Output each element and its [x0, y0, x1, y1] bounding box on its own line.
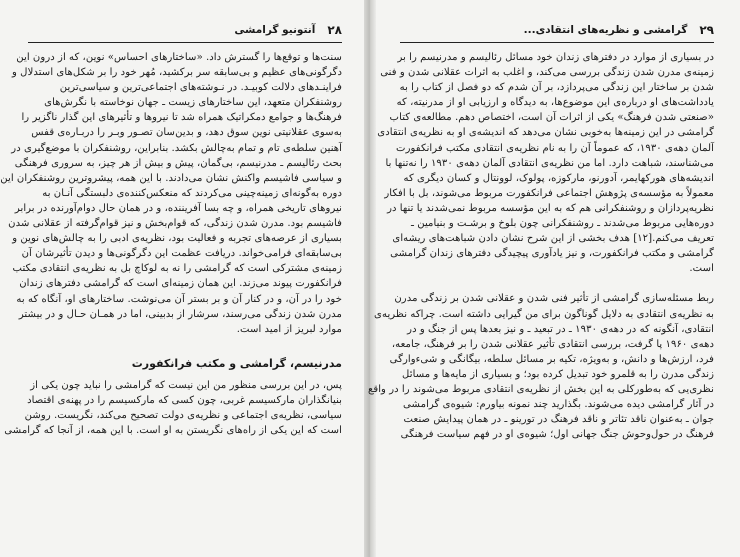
text-line: آلمان دهه‌ی ۱۹۳۰، که عموماً آن را به نام نظریه‌ی انتقادی مکتب فرانکفورت — [396, 142, 714, 154]
text-line: بحث رئالیسم ـ مدرنیسم، بی‌گمان، پیش و بیش از هر چیز، به سروری فرهنگی — [14, 157, 342, 169]
right-header-rule — [400, 42, 714, 43]
text-line: بنیانگذاران مارکسیسم غربی، چون کسی که مارکسیسم را در پهنه‌ی اقتصاد — [27, 394, 342, 406]
text-line: انتقادی، آنگونه که در دهه‌ی ۱۹۳۰ ـ در تبعید ـ و نیز بعدها پس از جنگ و در — [407, 323, 714, 335]
text-line: دگرگونی‌های عظیم و بی‌سابقه سر برکشید، مُهر خود را بر شکل‌های استدلال و — [12, 67, 342, 79]
left-header-rule — [28, 42, 342, 43]
text-line: به‌سوی عقلانیتی نوین سوق دهد، و بدین‌سان تصـور وبـر را دربـاره‌ی قفس — [31, 127, 342, 139]
text-line: فرانکفورت پیوند می‌زند. این همان زمینه‌ای است که گرامشی دفترهای زندان — [19, 278, 342, 290]
text-line: بسیاری از عرصه‌های تجربه و فعالیت بود، نظریه‌ی ادبی را به چالش‌های نوین و — [12, 233, 342, 245]
text-line: آهنین سلطه‌ی تام و تمام به‌چالش بکشد. بنابراین، روشنفکران با موضع‌گیری در — [11, 142, 342, 154]
text-line: و سیاسی فاشیسم واکنش نشان می‌دادند. با این همه، پیشروترین روشنفکران این — [0, 172, 342, 184]
left-page-number: ۲۸ — [327, 23, 342, 37]
text-line: معمولاً به مؤسسه‌ی پژوهش اجتماعی فرانکفورت مربوط می‌شوند، بل با افکار — [384, 187, 714, 199]
text-line: نظریه‌پردازان و روشنفکرانی هم که به این مؤسسه مربوط نمی‌شدند یا تنها در — [387, 202, 714, 214]
text-line: گرامشی و مکتب فرانکفورت، و نیز یادآوری پیچیدگی دفترهای زندان گرامشی — [390, 248, 714, 260]
text-line: روشنفکران متعهد، این ساختارهای زیست ـ جهان نوخاسته با نگرش‌های — [44, 97, 342, 109]
text-line: است. — [689, 263, 714, 275]
text-line: خود را در آن، و در کنار آن و بر بستر آن می‌نوشت. ساختارهای او، آنگاه که به — [16, 293, 342, 305]
text-line: به نظریه‌ی انتقادی به دلایل گوناگون برای من گیرایی داشته است. چراکه نظریه‌ی — [374, 308, 714, 320]
left-running-head: آنتونیو گرامشی — [234, 24, 316, 36]
text-line: دوره به‌گونه‌ای زمینه‌چینی می‌کردند که منعکس‌کننده‌ی دلبستگی آنـان به — [42, 187, 342, 199]
right-page-body — [367, 50, 714, 442]
text-line: تعریف می‌کنم.[۱۲] هدف بخشی از این شرح نشان دادن شباهت‌های ریشه‌ای — [392, 233, 714, 245]
text-line: دوره‌هایی مربوط می‌شدند ـ روشنفکرانی چون بلوخ و برشـت و بنیامین ـ — [410, 218, 714, 230]
paragraph-spacer — [400, 276, 714, 291]
left-page-header — [28, 20, 342, 40]
book-gutter — [364, 0, 376, 557]
right-page — [367, 0, 740, 557]
text-line: سنت‌ها و توقع‌ها را گسترش داد. «ساختارهای احساس» نوین، که از درون این — [16, 52, 342, 63]
text-line: فرهنگ در حول‌وحوش جنگ جهانی اول؛ شیوه‌ی او در فهم سیاست فرهنگی — [400, 429, 714, 441]
text-line: موارد لبریز از امید است. — [236, 323, 342, 335]
text-line: نظری‌یی که به‌طورکلی به این بخش از نظریه‌ی انتقادی مربوط می‌شوند را در واقع — [367, 383, 714, 395]
left-page — [0, 0, 364, 557]
text-line: گرامشی در این زمینه‌ها به‌خوبی نشان می‌دهد که اندیشه‌ی او به نظریه‌ی انتقادی — [377, 127, 714, 139]
text-line: ربط مسئله‌سازی گرامشی از تأثیر فنی شدن و عقلانی شدن بر زندگی مدرن — [394, 293, 714, 305]
text-line: در بسیاری از موارد در دفترهای زندان خود مسائل رئالیسم و مدرنیسم را بر — [397, 52, 714, 63]
text-line: نیروهای تاریخی همراه، و چه بسا آفریننده، و در همان حال دوام‌آورنده در برابر — [14, 202, 342, 214]
text-line: فرهنگ‌ها و جوامع دمکراتیک همراه شد تا نیروها و تأثیرهای این گذار ناگزیر را — [21, 112, 342, 124]
text-line: فاشیسم بود. مدرن شدن زندگی، که قوام‌بخش و نیز قوام‌گرفته از عقلانی شدن — [8, 218, 342, 230]
text-line: سیاسی، نظریه‌ی اجتماعی و نظریه‌ی دولت تصحیح می‌کند، نگریست. روشن — [24, 409, 342, 421]
text-line: در آثار گرامشی دیده می‌شوند. بگذارید چند نمونه بیاورم: شیوه‌ی گرامشی — [403, 399, 714, 411]
text-line: مدرن شدن زندگی می‌رسند، سرشار از بدبینی، اما در همـان حـال و در بیشتر — [18, 308, 342, 320]
text-line: می‌شناسند، شباهت دارد. اما من نظریه‌ی انتقادی آلمان دهه‌ی ۱۹۳۰ را نه‌تنها با — [385, 157, 714, 169]
text-line: اندیشه‌های هورکهایمر، آدورنو، مارکوزه، پولوک، لوونتال و کسان دیگری که — [403, 172, 714, 184]
right-running-head: گرامشی و نظریه‌های انتقادی... — [523, 24, 688, 36]
text-line: زمینه‌ی مدرن شدن زندگی بررسی می‌کند، و اغلب به اثرات عقلانی شدن و فنی — [380, 67, 714, 79]
text-line: پس، در این بررسی منظور من این نیست که گرامشی را نباید چون یکی از — [30, 379, 342, 391]
left-page-body — [0, 50, 342, 438]
text-line: یادداشت‌های او درباره‌ی این موضوع‌ها، به دیدگاه و ارزیابی او از مدرنیته، که — [396, 97, 714, 109]
section-title: مدرنیسم، گرامشی و مکتب فرانکفورت — [131, 356, 342, 370]
text-line: فراینـدهای دلالت کوبیـد. در نـوشته‌های اجتماعی‌ترین و سیاسی‌ترین — [59, 82, 342, 94]
text-line: «صنعتی شدن فرهنگ» یکی از اثرات آن است، اختصاص دهم. مطالعه‌ی کتاب — [389, 112, 714, 124]
text-line: زندگی مدرن را به قلمرو خود تبدیل کرده بود؛ و بسیاری از مایه‌ها و مسائل — [402, 368, 714, 380]
text-line: دهه‌ی ۱۹۶۰ پا گرفت، بررسی انتقادی تأثیر عقلانی شدن را بر فرهنگ، جامعه، — [391, 338, 714, 350]
text-line: جوان ـ به‌عنوان ناقد تئاتر و ناقد فرهنگ در تورینو ـ در همان پیدایش صنعت — [403, 414, 714, 426]
right-page-number: ۲۹ — [699, 23, 714, 37]
text-line: فرد، ارزش‌ها و دانش، و به‌ویژه، تکیه بر مسائل سلطه، بیگانگی و شیءوارگی — [389, 353, 714, 365]
right-page-header — [400, 20, 714, 40]
text-line: است که این یکی از راه‌های نگریستن به او است. با این همه، از آنجا که گرامشی — [4, 425, 342, 437]
paragraph-spacer — [28, 337, 342, 352]
text-line: شدن بر ساختار این زندگی می‌پردازد، بر آن شدم که دو فصل از کتاب را به — [399, 82, 714, 94]
text-line: زمینه‌ی مشترکی است که گرامشی را نه به لوکاچ بل به نظریه‌ی انتقادی مکتب — [12, 263, 342, 275]
text-line: بی‌سابقه‌ای فرامی‌خواند. دریافت عظمت این دگرگونی‌ها و دیدن تأثیرشان آن — [21, 248, 342, 260]
